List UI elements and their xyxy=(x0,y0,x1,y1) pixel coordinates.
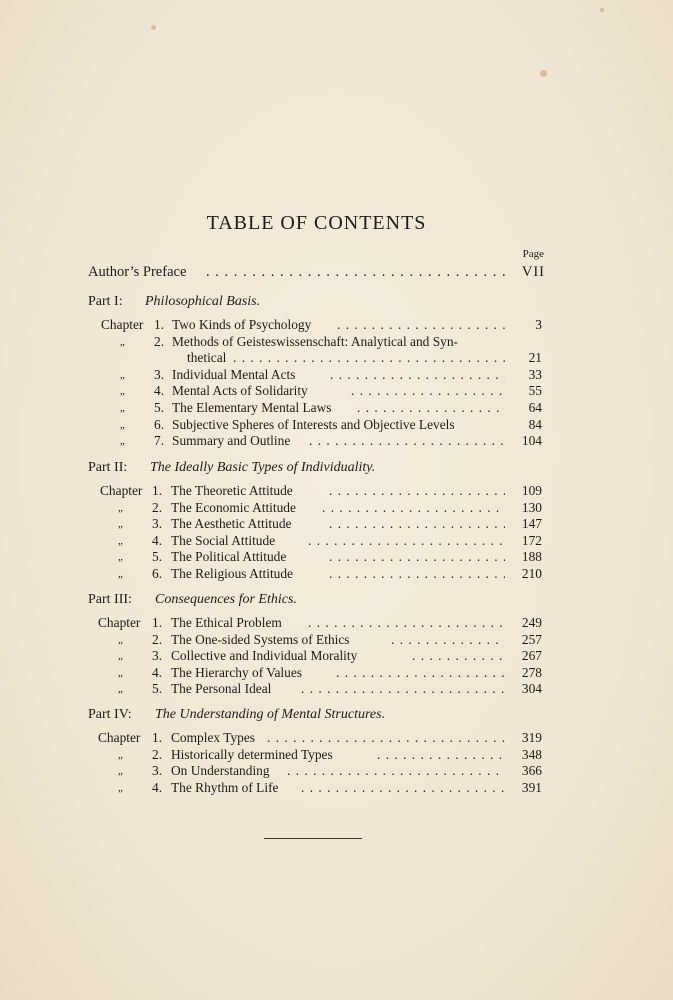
chapter-number: 3. xyxy=(152,763,163,779)
chapter-title: Individual Mental Acts xyxy=(172,366,296,382)
ditto-mark: „ xyxy=(118,633,123,646)
dot-leader xyxy=(301,779,505,797)
part-label: Part IV: xyxy=(88,707,132,722)
chapter-page: 3 xyxy=(535,317,542,332)
chapter-page: 249 xyxy=(521,615,542,630)
chapter-title: Methods of Geisteswissenschaft: Analytical and Syn- xyxy=(172,333,458,349)
chapter-page: 278 xyxy=(521,664,542,680)
chapter-title: Mental Acts of Solidarity xyxy=(172,383,308,399)
chapter-entry xyxy=(0,680,673,698)
chapter-number: 4. xyxy=(152,532,163,548)
ditto-mark: „ xyxy=(120,402,125,414)
dot-leader xyxy=(206,263,506,281)
chapter-entry xyxy=(0,482,673,500)
ditto-mark: „ xyxy=(118,683,123,696)
chapter-title: Summary and Outline xyxy=(172,433,291,449)
part-heading xyxy=(0,706,673,724)
dot-leader xyxy=(308,614,505,632)
dot-leader xyxy=(329,482,505,500)
chapter-entry xyxy=(0,647,673,665)
chapter-title: The Rhythm of Life xyxy=(171,779,279,795)
chapter-page: 188 xyxy=(521,549,542,565)
part-title: Consequences for Ethics. xyxy=(155,592,297,607)
ditto-mark: „ xyxy=(118,781,123,794)
chapter-page: 391 xyxy=(521,779,542,795)
chapter-title: Historically determined Types xyxy=(171,746,333,762)
chapter-page: 84 xyxy=(528,416,542,432)
chapter-entry xyxy=(0,399,673,417)
chapter-page: 21 xyxy=(528,350,542,366)
dot-leader xyxy=(233,349,505,367)
page-column-header: Page xyxy=(522,248,544,260)
chapter-number: 6. xyxy=(154,416,165,432)
toc-title: TABLE OF CONTENTS xyxy=(206,212,427,234)
chapter-number: 2. xyxy=(152,499,163,515)
chapter-title: The Theoretic Attitude xyxy=(171,483,293,498)
ditto-mark: „ xyxy=(118,666,123,679)
chapter-page: 147 xyxy=(521,516,542,532)
chapter-entry xyxy=(0,532,673,550)
chapter-title: Two Kinds of Psychology xyxy=(172,317,312,332)
chapter-entry xyxy=(0,762,673,780)
chapter-title: The Hierarchy of Values xyxy=(171,664,303,680)
chapter-number: 3. xyxy=(152,516,163,532)
closing-rule xyxy=(264,838,362,839)
chapter-page: 267 xyxy=(521,648,542,664)
chapter-page: 210 xyxy=(521,566,542,581)
chapter-number: 1. xyxy=(152,615,163,630)
part-title: The Ideally Basic Types of Individuality. xyxy=(150,460,376,475)
chapter-number: 2. xyxy=(152,746,163,762)
chapter-page: 348 xyxy=(521,746,542,762)
chapter-prefix: Chapter xyxy=(101,317,144,332)
chapter-entry xyxy=(0,333,673,351)
dot-leader xyxy=(267,729,505,747)
dot-leader xyxy=(322,499,505,517)
dot-leader xyxy=(337,316,505,334)
ditto-mark: „ xyxy=(120,368,125,381)
chapter-number: 3. xyxy=(154,366,165,382)
chapter-entry xyxy=(0,499,673,517)
chapter-title: Complex Types xyxy=(171,730,255,745)
chapter-entry xyxy=(0,779,673,797)
chapter-entry xyxy=(0,382,673,400)
chapter-title: The Economic Attitude xyxy=(171,499,296,515)
chapter-page: 304 xyxy=(521,681,542,697)
chapter-title: The Personal Ideal xyxy=(171,681,272,697)
chapter-page: 130 xyxy=(521,499,542,515)
ditto-mark: „ xyxy=(120,335,125,348)
chapter-title: The Religious Attitude xyxy=(171,566,293,581)
ditto-mark: „ xyxy=(120,385,125,398)
chapter-title: The Social Attitude xyxy=(171,532,276,548)
chapter-page: 257 xyxy=(521,631,542,647)
chapter-number: 4. xyxy=(152,779,163,795)
dot-leader xyxy=(377,746,505,764)
chapter-number: 5. xyxy=(154,400,165,415)
part-title: The Understanding of Mental Structures. xyxy=(155,707,386,722)
chapter-number: 3. xyxy=(152,648,163,664)
chapter-entry xyxy=(0,548,673,566)
chapter-entry xyxy=(0,316,673,334)
ditto-mark: „ xyxy=(118,551,123,564)
part-heading xyxy=(0,293,673,311)
chapter-page: 109 xyxy=(521,483,542,498)
chapter-number: 5. xyxy=(152,549,163,565)
chapter-page: 172 xyxy=(521,532,542,548)
chapter-page: 33 xyxy=(528,366,542,382)
chapter-number: 1. xyxy=(152,483,163,498)
preface-page: VII xyxy=(521,264,545,280)
ditto-mark: „ xyxy=(118,748,123,761)
ditto-mark: „ xyxy=(120,418,125,431)
dot-leader xyxy=(336,664,505,682)
chapter-prefix: Chapter xyxy=(98,615,141,630)
part-title: Philosophical Basis. xyxy=(145,294,261,309)
ditto-mark: „ xyxy=(118,518,123,531)
dot-leader xyxy=(287,762,505,780)
chapter-number: 1. xyxy=(152,730,163,745)
dot-leader xyxy=(329,565,505,583)
chapter-title-continued: thetical xyxy=(187,350,227,366)
ditto-mark: „ xyxy=(118,568,123,580)
chapter-title: On Understanding xyxy=(171,763,270,779)
chapter-page: 319 xyxy=(521,730,542,745)
chapter-page: 64 xyxy=(528,400,542,415)
preface-entry xyxy=(0,263,673,281)
chapter-entry xyxy=(0,416,673,434)
chapter-number: 2. xyxy=(154,333,165,349)
preface-label: Author’s Preface xyxy=(88,264,187,280)
chapter-entry xyxy=(0,746,673,764)
paper-spot xyxy=(600,8,604,12)
chapter-title: Collective and Individual Morality xyxy=(171,648,358,664)
dot-leader xyxy=(329,548,505,566)
part-heading xyxy=(0,591,673,609)
chapter-title: Subjective Spheres of Interests and Objective Levels xyxy=(172,416,455,432)
paper-spot xyxy=(151,25,156,30)
chapter-number: 5. xyxy=(152,681,163,697)
ditto-mark: „ xyxy=(118,765,123,778)
chapter-entry xyxy=(0,565,673,583)
chapter-title: The Aesthetic Attitude xyxy=(171,516,292,532)
chapter-number: 7. xyxy=(154,433,165,449)
chapter-entry xyxy=(0,631,673,649)
ditto-mark: „ xyxy=(118,501,123,514)
chapter-page: 366 xyxy=(521,763,542,779)
part-label: Part I: xyxy=(88,294,123,309)
chapter-number: 6. xyxy=(152,566,163,581)
chapter-title: The One-sided Systems of Ethics xyxy=(171,631,350,647)
dot-leader xyxy=(330,366,505,384)
part-heading xyxy=(0,459,673,477)
chapter-number: 4. xyxy=(154,383,165,399)
chapter-prefix: Chapter xyxy=(100,483,143,498)
chapter-entry-continued xyxy=(0,349,673,367)
dot-leader xyxy=(301,680,505,698)
chapter-title: The Ethical Problem xyxy=(171,615,282,630)
dot-leader xyxy=(351,382,505,400)
chapter-entry xyxy=(0,432,673,450)
ditto-mark: „ xyxy=(120,435,125,448)
chapter-title: The Elementary Mental Laws xyxy=(172,400,332,415)
chapter-page: 55 xyxy=(528,383,542,399)
chapter-page: 104 xyxy=(521,433,542,449)
chapter-number: 1. xyxy=(154,317,165,332)
chapter-number: 4. xyxy=(152,664,163,680)
dot-leader xyxy=(357,399,505,417)
dot-leader xyxy=(412,647,505,665)
dot-leader xyxy=(391,631,505,649)
dot-leader xyxy=(309,432,505,450)
ditto-mark: „ xyxy=(118,534,123,547)
chapter-entry xyxy=(0,366,673,384)
chapter-number: 2. xyxy=(152,631,163,647)
chapter-entry xyxy=(0,729,673,747)
part-label: Part III: xyxy=(88,592,132,607)
dot-leader xyxy=(308,532,505,550)
chapter-entry xyxy=(0,614,673,632)
chapter-entry xyxy=(0,664,673,682)
part-label: Part II: xyxy=(88,460,128,475)
ditto-mark: „ xyxy=(118,650,123,663)
chapter-title: The Political Attitude xyxy=(171,549,287,565)
paper-spot xyxy=(540,70,547,77)
dot-leader xyxy=(329,515,505,533)
chapter-prefix: Chapter xyxy=(98,730,141,745)
chapter-entry xyxy=(0,515,673,533)
